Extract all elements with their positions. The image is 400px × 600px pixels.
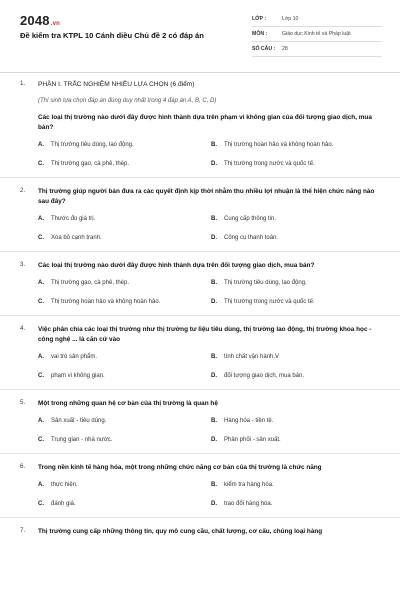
question-6 xyxy=(0,463,400,507)
question-number: 7. xyxy=(20,527,26,534)
option-letter: C. xyxy=(38,373,44,379)
option-text: Thị trường gạo, cà phê, thép. xyxy=(51,161,129,167)
question-divider xyxy=(0,453,400,454)
options xyxy=(0,482,400,507)
question-number: 2. xyxy=(20,187,26,194)
meta-key: LỚP : xyxy=(252,16,267,22)
option-letter: D. xyxy=(211,235,217,241)
option-text: Phân phối - sản xuất. xyxy=(224,437,281,443)
question-2 xyxy=(0,187,400,241)
question-number: 6. xyxy=(20,463,26,470)
question-number: 4. xyxy=(20,325,26,332)
option-d[interactable] xyxy=(211,501,371,507)
option-text: thực hiện. xyxy=(51,482,78,488)
option-text: Trung gian - nhà nước. xyxy=(51,437,113,443)
option-text: Thị trường gạo, cà phê, thép. xyxy=(51,280,129,286)
meta-key: SỐ CÂU : xyxy=(252,46,276,52)
option-text: Thị trường trong nước và quốc tế. xyxy=(224,299,315,305)
option-c[interactable] xyxy=(38,437,211,443)
option-b[interactable] xyxy=(211,418,371,424)
option-c[interactable] xyxy=(38,299,211,305)
option-letter: A. xyxy=(38,142,44,148)
option-a[interactable] xyxy=(38,354,211,360)
meta-value: Giáo dục Kinh tế và Pháp luật xyxy=(282,31,351,37)
option-text: Thước đo giá trị. xyxy=(51,216,96,222)
option-c[interactable] xyxy=(38,501,211,507)
option-text: Thị trường hoàn hảo và không hoàn hảo. xyxy=(224,142,334,148)
option-letter: C. xyxy=(38,501,44,507)
option-letter: B. xyxy=(211,280,217,286)
option-letter: A. xyxy=(38,482,44,488)
option-letter: D. xyxy=(211,437,217,443)
question-number: 1. xyxy=(20,80,26,87)
question-text: Trong nền kinh tế hàng hóa, một trong những chức năng cơ bản của thị trường là chức năng xyxy=(38,464,322,471)
question-list xyxy=(0,80,400,537)
question-4 xyxy=(0,325,400,379)
meta-value: 28 xyxy=(282,46,288,52)
question-text: Các loại thị trường nào dưới đây được hình thành dựa trên phạm vi không gian của đối tượng giao dịch, mua bán? xyxy=(38,114,372,131)
question-divider xyxy=(0,251,400,252)
instruction-note: (Thí sinh lựa chọn đáp án đúng duy nhất trong 4 đáp án A, B, C, D) xyxy=(38,98,217,104)
question-divider xyxy=(0,517,400,518)
option-text: Sản xuất - tiêu dùng. xyxy=(51,418,107,424)
meta-row-count xyxy=(252,42,382,57)
meta-row-class xyxy=(252,12,382,27)
option-text: đánh giá. xyxy=(51,501,76,507)
option-a[interactable] xyxy=(38,142,211,148)
option-a[interactable] xyxy=(38,280,211,286)
option-letter: B. xyxy=(211,354,217,360)
options xyxy=(0,354,400,379)
options xyxy=(0,280,400,305)
options xyxy=(0,216,400,241)
option-b[interactable] xyxy=(211,216,371,222)
option-text: trao đổi hàng hóa. xyxy=(224,501,273,507)
question-number: 3. xyxy=(20,261,26,268)
option-b[interactable] xyxy=(211,280,371,286)
option-b[interactable] xyxy=(211,354,371,360)
option-letter: C. xyxy=(38,235,44,241)
option-letter: A. xyxy=(38,216,44,222)
question-text: Một trong những quan hệ cơ bản của thị trường là quan hệ xyxy=(38,400,218,407)
option-letter: D. xyxy=(211,501,217,507)
question-5 xyxy=(0,399,400,443)
option-b[interactable] xyxy=(211,142,371,148)
option-c[interactable] xyxy=(38,235,211,241)
option-d[interactable] xyxy=(211,373,371,379)
option-a[interactable] xyxy=(38,418,211,424)
question-text: Thị trường giúp người bán đưa ra các quyết định kịp thời nhằm thu nhiều lợi nhuận là thể hiện chức năng nào sau đây? xyxy=(38,188,375,205)
option-text: Hàng hóa - tiền tệ. xyxy=(224,418,274,424)
option-c[interactable] xyxy=(38,373,211,379)
option-d[interactable] xyxy=(211,437,371,443)
options xyxy=(0,142,400,167)
option-d[interactable] xyxy=(211,299,371,305)
question-divider xyxy=(0,177,400,178)
option-letter: B. xyxy=(211,216,217,222)
logo-suffix: .vn xyxy=(50,21,61,27)
options xyxy=(0,418,400,443)
option-text: Thị trường tiêu dùng, lao động. xyxy=(224,280,307,286)
option-letter: C. xyxy=(38,161,44,167)
meta-row-subject xyxy=(252,27,382,42)
option-text: kiểm tra hàng hóa. xyxy=(224,482,274,488)
logo-text: 2048 xyxy=(20,13,50,28)
option-text: Công cụ thanh toán. xyxy=(224,235,279,241)
question-1 xyxy=(0,80,400,167)
option-d[interactable] xyxy=(211,161,371,167)
option-letter: D. xyxy=(211,299,217,305)
option-letter: B. xyxy=(211,418,217,424)
option-d[interactable] xyxy=(211,235,371,241)
header-divider xyxy=(0,72,400,73)
option-c[interactable] xyxy=(38,161,211,167)
option-letter: D. xyxy=(211,373,217,379)
meta-table xyxy=(252,12,382,57)
section-title: PHẦN I. TRẮC NGHIỆM NHIỀU LỰA CHỌN (6 điểm) xyxy=(38,81,195,88)
question-text: Việc phân chia các loại thị trường như thị trường tư liệu tiêu dùng, thị trường lao động, thị trường khoa học - công nghệ ... là căn cứ vào xyxy=(38,326,372,343)
option-letter: C. xyxy=(38,299,44,305)
option-text: đối tượng giao dịch, mua bán. xyxy=(224,373,305,379)
option-text: Thị trường tiêu dùng, lao động. xyxy=(51,142,134,148)
option-text: tính chất vận hành.V xyxy=(224,354,280,360)
option-text: phạm vi không gian. xyxy=(51,373,105,379)
option-letter: B. xyxy=(211,482,217,488)
question-divider xyxy=(0,315,400,316)
option-a[interactable] xyxy=(38,216,211,222)
option-letter: D. xyxy=(211,161,217,167)
option-letter: A. xyxy=(38,354,44,360)
option-letter: C. xyxy=(38,437,44,443)
option-letter: B. xyxy=(211,142,217,148)
meta-key: MÔN : xyxy=(252,31,268,37)
page-header xyxy=(0,0,400,68)
question-number: 5. xyxy=(20,399,26,406)
option-letter: A. xyxy=(38,418,44,424)
option-b[interactable] xyxy=(211,482,371,488)
question-divider xyxy=(0,389,400,390)
document-title: Đề kiểm tra KTPL 10 Cánh diều Chủ đề 2 có đáp án xyxy=(20,31,204,40)
question-text: Thị trường cung cấp những thông tin, quy mô cung cầu, chất lượng, cơ cấu, chủng loại hàng xyxy=(38,528,323,535)
meta-value: Lớp 10 xyxy=(282,16,299,22)
question-text: Các loại thị trường nào dưới đây được hình thành dựa trên đối tượng giao dịch, mua bán? xyxy=(38,262,315,269)
site-logo[interactable] xyxy=(20,13,60,28)
question-7 xyxy=(0,527,400,537)
option-letter: A. xyxy=(38,280,44,286)
option-text: Xóa bỏ cạnh tranh. xyxy=(51,235,102,241)
option-text: Thị trường hoàn hảo và không hoàn hảo. xyxy=(51,299,161,305)
option-text: vai trò sản phẩm. xyxy=(51,354,98,360)
option-text: Cung cấp thông tin. xyxy=(224,216,277,222)
option-a[interactable] xyxy=(38,482,211,488)
option-text: Thị trường trong nước và quốc tế. xyxy=(224,161,315,167)
question-3 xyxy=(0,261,400,305)
